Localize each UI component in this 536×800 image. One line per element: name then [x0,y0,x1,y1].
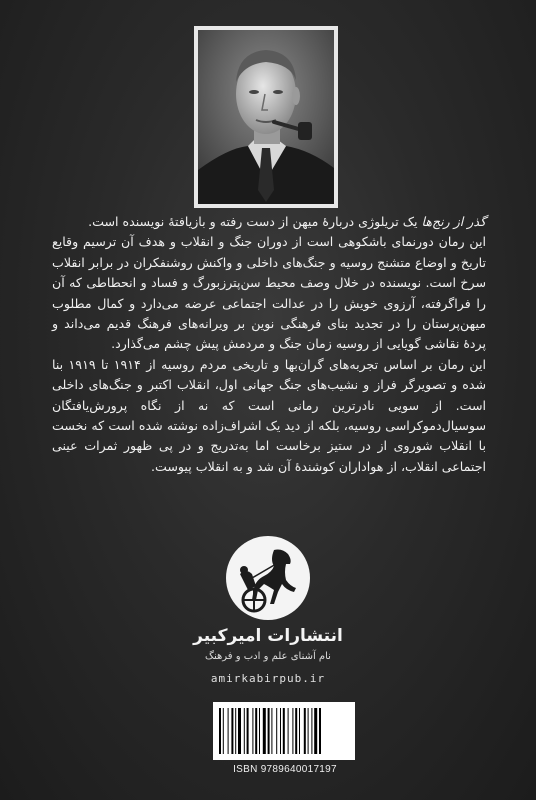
blurb-paragraph-1 [52,212,486,232]
isbn-barcode [213,702,355,760]
book-description [52,212,486,477]
publisher-name: انتشارات امیرکبیر [193,626,343,646]
publisher-website: amirkabirpub.ir [210,672,326,685]
blurb-paragraph-1-text: یک تریلوژی دربارهٔ میهن از دست رفته و بازیافتهٔ نویسنده است. [88,214,422,229]
publisher-tagline: نام آشنای علم و ادب و فرهنگ [205,651,331,662]
author-portrait [194,26,338,208]
blurb-paragraph-2: این رمان دورنمای باشکوهی است از دوران جنگ و انقلاب و هدف آن ترسیم وقایع تاریخ و اوضاع متشنج روسیه و جنگ‌های داخلی و واکنش روشنفکران در برابر انقلاب سرخ است. نویسنده در خلال وصف محیط سن‌پترزبورگ و فساد و انحطاطی که آن را فراگرفته، آرزوی خویش را در عدالت اجتماعی عرضه می‌دارد و کمال مطلوب میهن‌پرستان را در تجدید بنای فرهنگی نوین بر ویرانه‌های فرهنگ قدیم می‌داند و پردهٔ نقاشی گویایی از روسیه زمان جنگ و مردمش پیش چشم می‌گذارد. [52,234,486,352]
isbn-number: ISBN 9789640017197 [233,764,337,775]
horse-chariot-logo [224,534,312,622]
book-title: گذر از رنج‌ها [421,214,486,229]
blurb-paragraph-3: این رمان بر اساس تجربه‌های گران‌بها و تاریخی مردم روسیه از ۱۹۱۴ تا ۱۹۱۹ بنا شده و تصویرگر فراز و نشیب‌های جنگ جهانی اول، انقلاب اکتبر و جنگ‌های داخلی است. از سویی نادرترین رمانی است که نه از نگاه پرورش‌یافتگان سوسیال‌دموکراسی روسیه، بلکه از دید یک اشراف‌زاده نوشته شده است که نخست با انقلاب شوروی از در ستیز برخاست اما به‌تدریج و در پی ظهور ثمرات عینی اجتماعی انقلاب، از هواداران کوشندهٔ آن شد و به انقلاب پیوست. [52,356,486,474]
